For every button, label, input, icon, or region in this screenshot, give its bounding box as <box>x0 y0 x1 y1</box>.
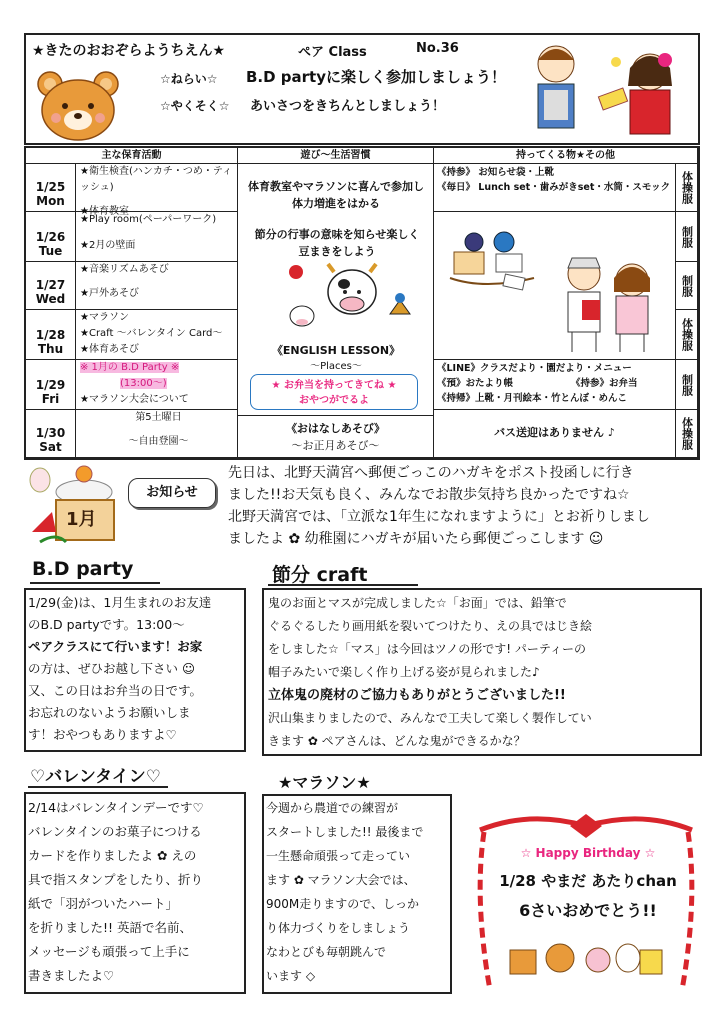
day-cell-sat: 1/30 Sat <box>26 410 76 458</box>
bring-mon-cell: 《持参》 お知らせ袋・上靴 《毎日》 Lunch set・歯みがきset・水筒・スモック <box>434 164 676 212</box>
bd-party-title: B.D party <box>32 558 134 580</box>
day-cell-mon: 1/25 Mon <box>26 164 76 212</box>
play-text-1: 体育教室やマラソンに喜んで参加し体力増進をはかる <box>248 180 424 210</box>
birthday-message-2: 6さいおめでとう!! <box>519 901 657 920</box>
lunch-note-box <box>250 374 418 410</box>
school-name: ★きたのおおぞらようちえん★ <box>32 43 226 59</box>
bd-party-text: 1/29(金)は、1月生まれのお友達 のB.D partyです。13:00～ ペアクラスにて行います！お家 の方は、ぜひお越し下さい ☺ 又、この日はお弁当の日です。 お忘れのないようお願いしま す！おやつもありますよ♡ <box>28 595 212 742</box>
aim-text: B.D partyに楽しく参加しましょう！ <box>246 68 507 86</box>
bd-party-title-underline <box>30 582 160 584</box>
dress-tue: 制服 <box>676 212 698 262</box>
bd-party-highlight: ※ 1月の B.D Party ※ <box>80 362 180 373</box>
story-cell: 《おはなしあそび》 ～お正月あそび～ <box>238 416 434 458</box>
dress-fri: 制服 <box>676 360 698 410</box>
mail-animals-illustration <box>444 218 540 296</box>
lunch-note-text: ★ お弁当を持ってきてね ★ <box>271 380 397 391</box>
kids-illustration <box>520 38 696 142</box>
aim-label: ☆ねらい☆ <box>160 72 218 86</box>
day-cell-fri: 1/29 Fri <box>26 360 76 410</box>
craft-text: 鬼のお面とマスが完成しました☆「お面」では、鉛筆で ぐるぐるしたり画用紙を裂いてつけたり、えの具ではじき絵 をしました☆「マス」は今回はツノの形です! パーティーの 帽子みたいで楽しく作り上げる姿が見られました♪ 立体鬼の廃材のご協力もありがとうございました!! 沢山集まりましたので、みんなで工夫して楽しく製作してい きます ✿ ペアさんは、どんな鬼ができるかな？ <box>268 596 593 748</box>
activities-sat: 第5土曜日 ～自由登園～ <box>76 410 238 458</box>
craft-title-underline <box>268 584 418 586</box>
dress-mon: 体操服 <box>676 164 698 212</box>
snack-note-text: おやつがでるよ <box>299 395 369 406</box>
bring-fri-cell: 《LINE》クラスだより・園だより・メニュー 《預》おたより帳 《持参》お弁当 《持帰》上靴・月刊絵本・竹とんぼ・めんこ <box>434 360 676 410</box>
activities-tue: ★Play room(ペーパーワーク) ★2月の壁面 <box>76 212 238 262</box>
valentine-title: ♡バレンタイン♡ <box>30 767 162 787</box>
activities-fri: ※ 1月の B.D Party ※ (13:00～) ★マラソン大会について <box>76 360 238 410</box>
play-text-2: 節分の行事の意味を知らせ楽しく豆まきをしよう <box>254 228 420 258</box>
day-cell-wed: 1/27 Wed <box>26 262 76 310</box>
day-cell-thu: 1/28 Thu <box>26 310 76 360</box>
promise-text: あいさつをきちんとしましょう！ <box>250 99 446 114</box>
valentine-title-underline <box>28 786 168 788</box>
promise-label: ☆やくそく☆ <box>160 99 230 113</box>
activities-wed: ★音楽リズムあそび ★戸外あそび <box>76 262 238 310</box>
valentine-text: 2/14はバレンタインデーです♡ バレンタインのお菓子につける カードを作りましたよ ✿ えの 具で指スタンプをしたり、折り 紙で「羽がついたハート」 を折りました!! 英語で名前、 メッセージも頑張って上手に 書きましたよ♡ <box>28 800 204 983</box>
marathon-title: ★マラソン★ <box>278 773 371 792</box>
notice-text: 先日は、北野天満宮へ郵便ごっこのハガキをポスト投函しに行き ました!!お天気も良く、みんなでお散歩気持ち良かったですね☆ 北野天満宮では、「立派な1年生になれますように」とお祈りしまし ましたよ ✿ 幼稚園にハガキが届いたら郵便ごっこします ☺ <box>228 465 650 547</box>
schedule-header-bring: 持ってくる物★その他 <box>434 148 698 164</box>
english-lesson-sub: ～Places～ <box>310 361 362 372</box>
dress-thu: 体操服 <box>676 310 698 360</box>
schedule-header-play: 遊び～生活習慣 <box>238 148 434 164</box>
birthday-banner: ☆ Happy Birthday ☆ <box>520 846 656 860</box>
class-name: ペア Class <box>298 45 367 60</box>
calendar-month: 1月 <box>66 509 97 530</box>
dress-wed: 制服 <box>676 262 698 310</box>
birthday-message-1: 1/28 やまだ あたりchan <box>499 872 677 890</box>
notice-label: お知らせ <box>128 478 216 508</box>
schedule-header-activities: 主な保育活動 <box>26 148 238 164</box>
kids-mail-illustration <box>552 248 664 356</box>
dress-sat: 体操服 <box>676 410 698 458</box>
activities-thu: ★マラソン ★Craft ～バレンタイン Card～ ★体育あそび <box>76 310 238 360</box>
cow-mascot-illustration <box>282 258 422 338</box>
issue-number: No.36 <box>416 41 459 56</box>
day-cell-tue: 1/26 Tue <box>26 212 76 262</box>
bd-party-time: (13:00～) <box>120 378 167 389</box>
english-lesson-title: 《ENGLISH LESSON》 <box>271 344 401 357</box>
bear-face-illustration <box>36 66 120 142</box>
marathon-text: 今週から農道での練習が スタートしました!! 最後まで 一生懸命頑張って走ってい ます ✿ マラソン大会では、 900M走りますので、しっか り体力づくりをしましょう なわとびも毎朝跳んで います ◇ <box>266 801 424 983</box>
bring-sat-cell: バス送迎はありません ♪ <box>434 410 676 458</box>
craft-title: 節分 craft <box>272 564 368 586</box>
activities-mon: ★衛生検査(ハンカチ・つめ・ティッシュ) ★体育教室 <box>76 164 238 212</box>
